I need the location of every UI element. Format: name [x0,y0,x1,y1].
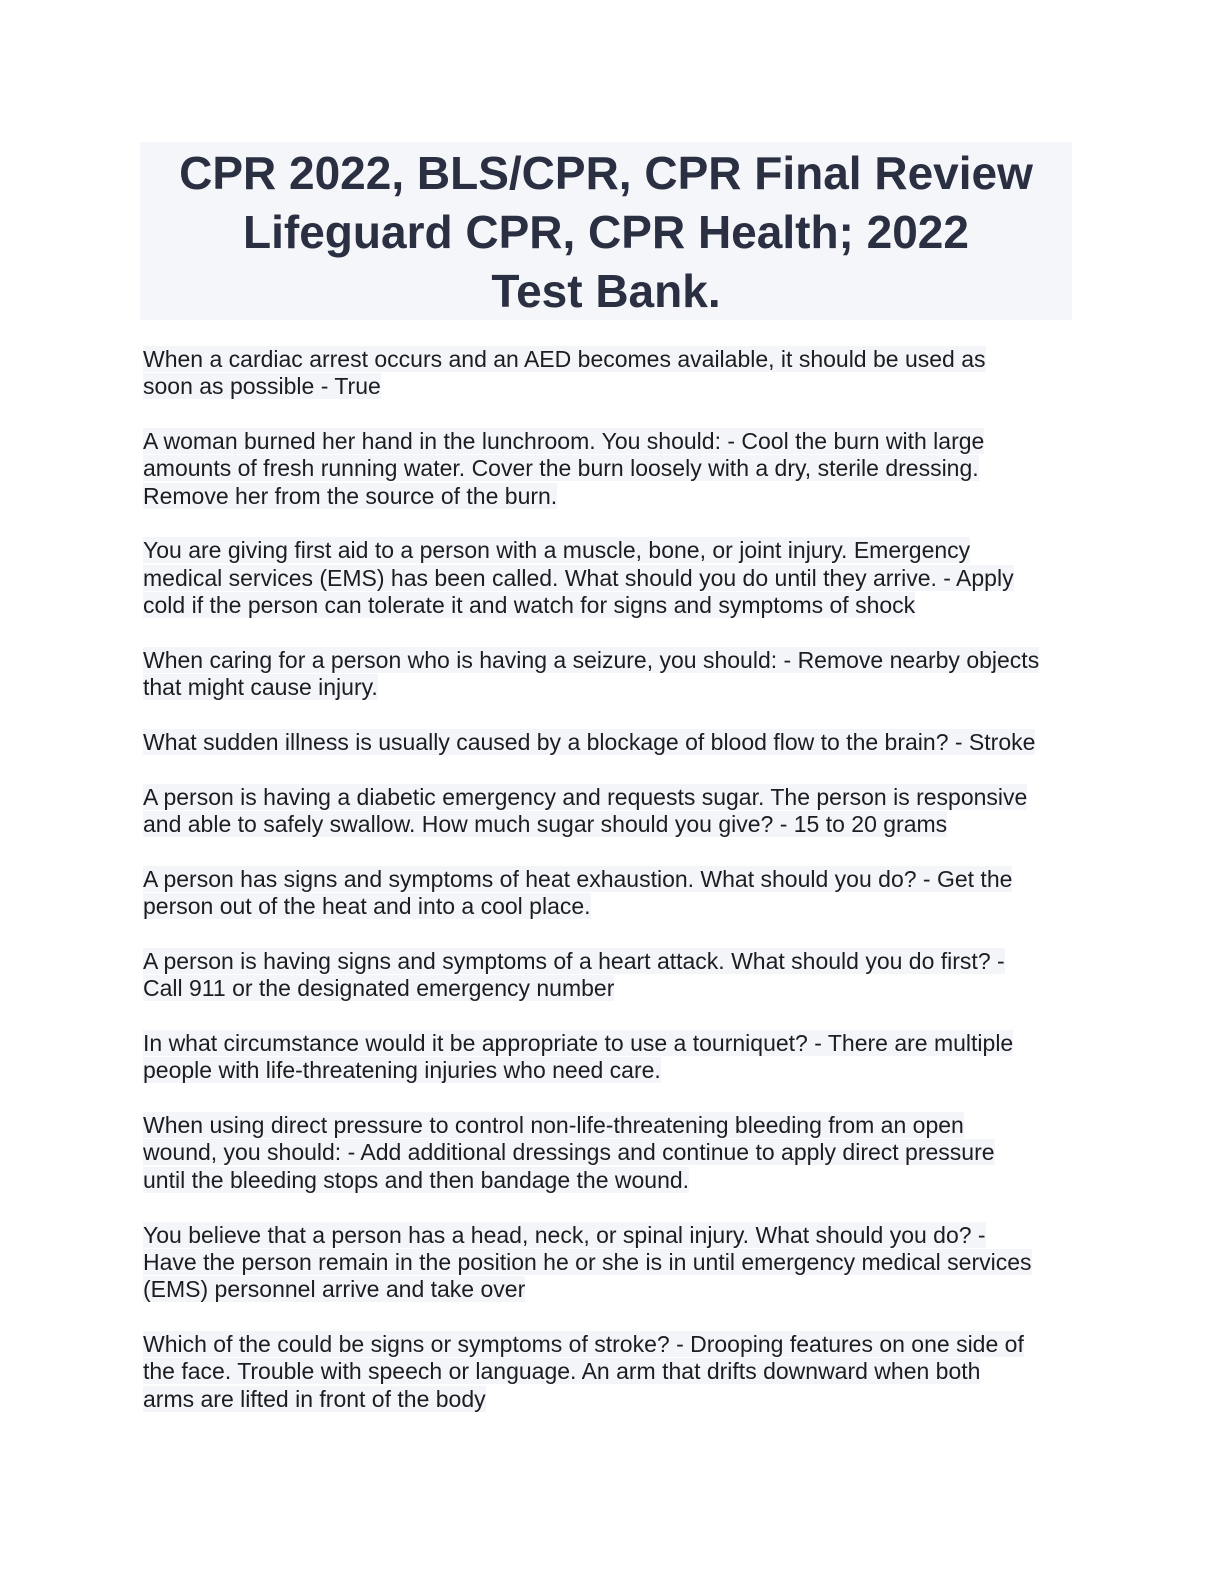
qa-item [143,1030,1083,1085]
qa-line [143,729,1083,756]
qa-line [143,1112,1083,1139]
qa-line-text: When caring for a person who is having a seizure, you should: - Remove nearby objects [143,646,1040,673]
qa-line [143,1386,1083,1413]
qa-line [143,866,1083,893]
qa-line [143,428,1083,455]
qa-line-text: wound, you should: - Add additional dressings and continue to apply direct pressure [143,1139,995,1166]
qa-item [143,866,1083,921]
qa-item [143,647,1083,702]
qa-line-text: A woman burned her hand in the lunchroom. You should: - Cool the burn with large [143,428,985,455]
qa-line [143,1276,1083,1303]
question-answer-list [143,346,1083,1440]
qa-line-text: Have the person remain in the position he or she is in until emergency medical services [143,1248,1032,1275]
title-line-3: Test Bank. [491,265,721,317]
qa-item [143,948,1083,1003]
qa-line-text: and able to safely swallow. How much sugar should you give? - 15 to 20 grams [143,811,948,838]
qa-line-text: When using direct pressure to control non-life-threatening bleeding from an open [143,1112,964,1139]
qa-line [143,1030,1083,1057]
qa-line [143,647,1083,674]
qa-line-text: medical services (EMS) has been called. What should you do until they arrive. - Apply [143,564,1014,591]
qa-item [143,537,1083,619]
qa-line [143,565,1083,592]
qa-line [143,811,1083,838]
title-line-1: CPR 2022, BLS/CPR, CPR Final Review [179,147,1033,199]
qa-item [143,729,1083,756]
qa-line-text: the face. Trouble with speech or language. An arm that drifts downward when both [143,1358,981,1385]
qa-line [143,373,1083,400]
qa-line [143,455,1083,482]
qa-line [143,1249,1083,1276]
qa-item [143,346,1083,401]
qa-line-text: A person has signs and symptoms of heat exhaustion. What should you do? - Get the [143,865,1013,892]
qa-line-text: What sudden illness is usually caused by a blockage of blood flow to the brain? - Stroke [143,728,1036,755]
qa-item [143,428,1083,510]
qa-line [143,1057,1083,1084]
qa-line-text: arms are lifted in front of the body [143,1385,486,1412]
qa-item [143,784,1083,839]
qa-line-text: amounts of fresh running water. Cover the burn loosely with a dry, sterile dressing. [143,455,979,482]
qa-line-text: You believe that a person has a head, neck, or spinal injury. What should you do? - [143,1221,986,1248]
qa-line [143,1222,1083,1249]
qa-line-text: until the bleeding stops and then bandage the wound. [143,1166,690,1193]
qa-line-text: A person is having signs and symptoms of a heart attack. What should you do first? - [143,947,1005,974]
qa-line-text: Call 911 or the designated emergency number [143,975,615,1002]
qa-line-text: that might cause injury. [143,674,378,701]
qa-line [143,948,1083,975]
qa-line-text: Remove her from the source of the burn. [143,482,558,509]
qa-line-text: (EMS) personnel arrive and take over [143,1276,526,1303]
title-line-2: Lifeguard CPR, CPR Health; 2022 [243,206,969,258]
qa-line [143,1139,1083,1166]
qa-line-text: You are giving first aid to a person with a muscle, bone, or joint injury. Emergency [143,537,971,564]
qa-item [143,1222,1083,1304]
qa-line [143,592,1083,619]
qa-line [143,346,1083,373]
qa-line [143,1331,1083,1358]
qa-line-text: soon as possible - True [143,373,381,400]
qa-line-text: cold if the person can tolerate it and watch for signs and symptoms of shock [143,592,916,619]
qa-line-text: people with life-threatening injuries who need care. [143,1057,661,1084]
qa-item [143,1331,1083,1413]
qa-line-text: When a cardiac arrest occurs and an AED becomes available, it should be used as [143,346,986,372]
qa-line [143,975,1083,1002]
qa-line-text: In what circumstance would it be appropriate to use a tourniquet? - There are multiple [143,1030,1014,1057]
qa-line-text: A person is having a diabetic emergency and requests sugar. The person is responsive [143,783,1028,810]
qa-item [143,1112,1083,1194]
qa-line [143,893,1083,920]
qa-line [143,483,1083,510]
qa-line [143,1358,1083,1385]
qa-line [143,784,1083,811]
document-title [140,142,1072,320]
qa-line [143,674,1083,701]
qa-line [143,1167,1083,1194]
qa-line-text: Which of the could be signs or symptoms of stroke? - Drooping features on one side of [143,1330,1024,1357]
qa-line [143,537,1083,564]
qa-line-text: person out of the heat and into a cool place. [143,893,591,920]
